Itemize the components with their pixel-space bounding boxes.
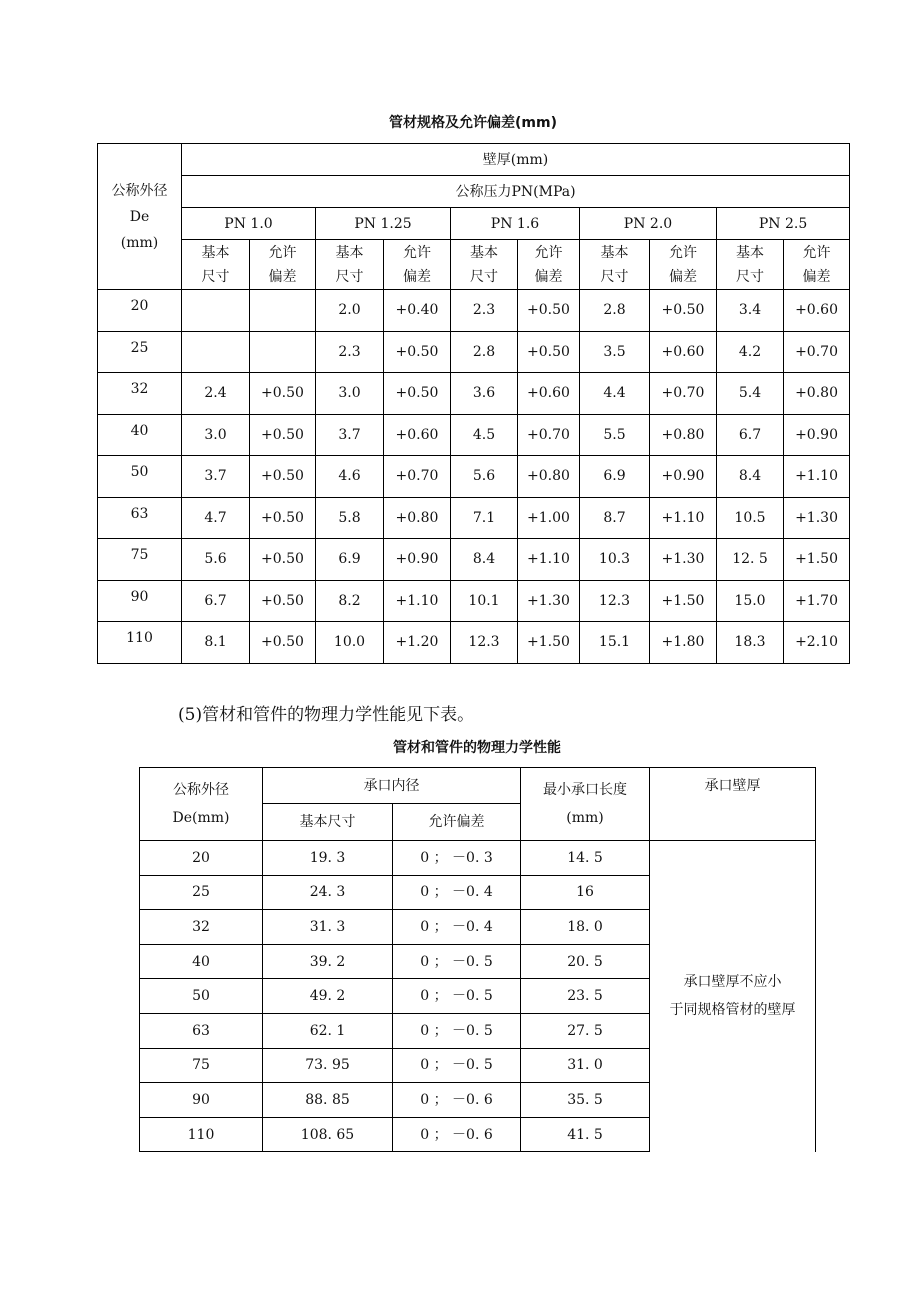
min-length-cell: 41. 5	[521, 1117, 650, 1152]
tolerance-cell: +1.10	[518, 539, 580, 581]
basic-size-cell: 4.6	[316, 456, 384, 498]
tolerance-header: 允许偏差	[393, 804, 521, 841]
nominal-od-cell: 90	[140, 1083, 263, 1118]
nominal-od-cell: 90	[98, 580, 182, 622]
tolerance-cell: +0.80	[518, 456, 580, 498]
min-length-cell: 35. 5	[521, 1083, 650, 1118]
tolerance-cell: +1.20	[384, 622, 451, 664]
tolerance-header: 允许 偏差	[650, 240, 717, 290]
pressure-class-header: PN 2.5	[717, 208, 850, 240]
min-length-cell: 18. 0	[521, 910, 650, 945]
tolerance-cell: +0.50	[250, 622, 316, 664]
table-row	[98, 414, 850, 456]
min-length-cell: 23. 5	[521, 979, 650, 1014]
tolerance-cell	[250, 290, 316, 332]
tolerance-cell: +1.30	[784, 497, 850, 539]
basic-size-cell: 24. 3	[263, 875, 393, 910]
pipe-spec-table	[97, 143, 850, 664]
basic-size-cell: 12.3	[580, 580, 650, 622]
basic-size-cell: 3.0	[182, 414, 250, 456]
wall-thickness-header: 壁厚(mm)	[182, 144, 850, 176]
basic-size-cell: 8.7	[580, 497, 650, 539]
tolerance-cell: +1.80	[650, 622, 717, 664]
basic-size-cell: 6.9	[316, 539, 384, 581]
tolerance-cell: +0.90	[650, 456, 717, 498]
table1-title: 管材规格及允许偏差(mm)	[389, 115, 557, 131]
basic-size-cell	[182, 331, 250, 373]
tolerance-cell: +0.50	[250, 497, 316, 539]
basic-size-cell: 31. 3	[263, 910, 393, 945]
tolerance-cell: +1.50	[784, 539, 850, 581]
tolerance-cell	[250, 331, 316, 373]
basic-size-cell: 4.5	[451, 414, 518, 456]
tolerance-cell: 0 ； －0. 6	[393, 1117, 521, 1152]
min-length-header: 最小承口长度 (mm)	[521, 768, 650, 841]
basic-size-cell: 10.0	[316, 622, 384, 664]
basic-size-cell: 6.9	[580, 456, 650, 498]
nominal-od-cell: 20	[140, 841, 263, 876]
tolerance-cell: +0.50	[518, 331, 580, 373]
nominal-od-cell: 63	[140, 1013, 263, 1048]
nominal-od-cell: 32	[98, 373, 182, 415]
tolerance-cell: +1.10	[650, 497, 717, 539]
tolerance-cell: +0.60	[384, 414, 451, 456]
tolerance-cell: +0.50	[384, 373, 451, 415]
table-row	[98, 456, 850, 498]
basic-size-cell: 8.1	[182, 622, 250, 664]
nominal-od-cell: 50	[98, 456, 182, 498]
tolerance-cell: +1.30	[650, 539, 717, 581]
basic-size-cell: 10.3	[580, 539, 650, 581]
nominal-pressure-header: 公称压力PN(MPa)	[182, 176, 850, 208]
tolerance-cell: +0.50	[650, 290, 717, 332]
basic-size-cell: 3.0	[316, 373, 384, 415]
basic-size-cell: 3.5	[580, 331, 650, 373]
basic-size-cell: 2.0	[316, 290, 384, 332]
basic-size-cell: 2.3	[316, 331, 384, 373]
socket-inner-header: 承口内径	[263, 768, 521, 804]
basic-size-cell: 2.4	[182, 373, 250, 415]
tolerance-cell: +0.50	[250, 414, 316, 456]
basic-size-cell: 5.6	[451, 456, 518, 498]
tolerance-cell: 0 ； －0. 5	[393, 979, 521, 1014]
nominal-od-cell: 63	[98, 497, 182, 539]
tolerance-header: 允许 偏差	[250, 240, 316, 290]
tolerance-cell: 0 ； －0. 4	[393, 910, 521, 945]
min-length-cell: 14. 5	[521, 841, 650, 876]
min-length-cell: 20. 5	[521, 944, 650, 979]
nominal-od-cell: 32	[140, 910, 263, 945]
basic-size-header: 基本 尺寸	[182, 240, 250, 290]
basic-size-cell: 5.6	[182, 539, 250, 581]
tolerance-cell: +1.10	[384, 580, 451, 622]
basic-size-cell: 4.4	[580, 373, 650, 415]
basic-size-cell: 7.1	[451, 497, 518, 539]
table-row	[98, 331, 850, 373]
tolerance-cell: +0.70	[384, 456, 451, 498]
table-row	[98, 580, 850, 622]
tolerance-cell: +0.90	[784, 414, 850, 456]
pressure-class-header: PN 1.6	[451, 208, 580, 240]
basic-size-cell: 15.1	[580, 622, 650, 664]
nominal-od-header: 公称外径 De (mm)	[98, 144, 182, 290]
tolerance-cell: +0.50	[250, 580, 316, 622]
tolerance-cell: +1.30	[518, 580, 580, 622]
tolerance-cell: +0.50	[250, 539, 316, 581]
tolerance-cell: +1.50	[650, 580, 717, 622]
nominal-od-cell: 110	[98, 622, 182, 664]
tolerance-cell: +0.70	[650, 373, 717, 415]
nominal-od-cell: 110	[140, 1117, 263, 1152]
basic-size-cell: 3.7	[182, 456, 250, 498]
min-length-cell: 16	[521, 875, 650, 910]
basic-size-cell: 49. 2	[263, 979, 393, 1014]
tolerance-cell: +0.80	[784, 373, 850, 415]
basic-size-header: 基本 尺寸	[717, 240, 784, 290]
basic-size-cell: 73. 95	[263, 1048, 393, 1083]
nominal-od-cell: 75	[98, 539, 182, 581]
nominal-od-cell: 50	[140, 979, 263, 1014]
tolerance-cell: +0.80	[384, 497, 451, 539]
table-row	[98, 622, 850, 664]
basic-size-cell: 39. 2	[263, 944, 393, 979]
tolerance-cell: +0.90	[384, 539, 451, 581]
basic-size-cell: 4.7	[182, 497, 250, 539]
tolerance-cell: +0.60	[784, 290, 850, 332]
table2-title: 管材和管件的物理力学性能	[393, 740, 561, 756]
basic-size-cell: 8.4	[717, 456, 784, 498]
pressure-class-header: PN 2.0	[580, 208, 717, 240]
pressure-class-header: PN 1.25	[316, 208, 451, 240]
table-row	[98, 497, 850, 539]
tolerance-cell: +2.10	[784, 622, 850, 664]
basic-size-cell: 18.3	[717, 622, 784, 664]
basic-size-header: 基本 尺寸	[580, 240, 650, 290]
tolerance-cell: +0.70	[518, 414, 580, 456]
basic-size-header: 基本尺寸	[263, 804, 393, 841]
basic-size-cell: 3.7	[316, 414, 384, 456]
tolerance-cell: +1.50	[518, 622, 580, 664]
basic-size-header: 基本 尺寸	[316, 240, 384, 290]
basic-size-cell: 5.5	[580, 414, 650, 456]
nominal-od-cell: 25	[98, 331, 182, 373]
tolerance-cell: +0.50	[384, 331, 451, 373]
table-row	[140, 841, 816, 876]
tolerance-cell: +0.60	[650, 331, 717, 373]
tolerance-cell: +1.10	[784, 456, 850, 498]
basic-size-cell: 2.3	[451, 290, 518, 332]
tolerance-cell: 0 ； －0. 4	[393, 875, 521, 910]
basic-size-cell: 5.8	[316, 497, 384, 539]
table-row	[98, 373, 850, 415]
tolerance-header: 允许 偏差	[384, 240, 451, 290]
nominal-od-cell: 20	[98, 290, 182, 332]
basic-size-cell: 15.0	[717, 580, 784, 622]
tolerance-cell: +1.70	[784, 580, 850, 622]
tolerance-header: 允许 偏差	[518, 240, 580, 290]
basic-size-cell: 8.4	[451, 539, 518, 581]
basic-size-cell: 19. 3	[263, 841, 393, 876]
basic-size-cell: 4.2	[717, 331, 784, 373]
basic-size-cell: 12.3	[451, 622, 518, 664]
basic-size-cell: 108. 65	[263, 1117, 393, 1152]
tolerance-cell: +0.50	[518, 290, 580, 332]
socket-wall-note: 承口壁厚不应小 于同规格管材的壁厚	[650, 841, 816, 1152]
tolerance-header: 允许 偏差	[784, 240, 850, 290]
basic-size-header: 基本 尺寸	[451, 240, 518, 290]
basic-size-cell: 6.7	[182, 580, 250, 622]
nominal-od-cell: 75	[140, 1048, 263, 1083]
nominal-od-header: 公称外径 De(mm)	[140, 768, 263, 841]
basic-size-cell: 5.4	[717, 373, 784, 415]
basic-size-cell: 8.2	[316, 580, 384, 622]
basic-size-cell: 3.4	[717, 290, 784, 332]
nominal-od-cell: 25	[140, 875, 263, 910]
pressure-class-header: PN 1.0	[182, 208, 316, 240]
tolerance-cell: +0.50	[250, 373, 316, 415]
basic-size-cell: 2.8	[580, 290, 650, 332]
tolerance-cell: +0.40	[384, 290, 451, 332]
socket-wall-header: 承口壁厚	[650, 768, 816, 841]
basic-size-cell: 3.6	[451, 373, 518, 415]
basic-size-cell: 62. 1	[263, 1013, 393, 1048]
tolerance-cell: 0 ； －0. 5	[393, 1048, 521, 1083]
min-length-cell: 27. 5	[521, 1013, 650, 1048]
tolerance-cell: 0 ； －0. 6	[393, 1083, 521, 1118]
paragraph-text: (5)管材和管件的物理力学性能见下表。	[178, 705, 475, 725]
basic-size-cell: 12. 5	[717, 539, 784, 581]
table-row	[98, 290, 850, 332]
tolerance-cell: 0 ； －0. 5	[393, 1013, 521, 1048]
tolerance-cell: +0.50	[250, 456, 316, 498]
basic-size-cell: 6.7	[717, 414, 784, 456]
tolerance-cell: +0.60	[518, 373, 580, 415]
basic-size-cell: 88. 85	[263, 1083, 393, 1118]
physical-properties-table	[139, 767, 816, 1152]
basic-size-cell	[182, 290, 250, 332]
min-length-cell: 31. 0	[521, 1048, 650, 1083]
basic-size-cell: 10.1	[451, 580, 518, 622]
basic-size-cell: 2.8	[451, 331, 518, 373]
tolerance-cell: 0 ； －0. 3	[393, 841, 521, 876]
tolerance-cell: 0 ； －0. 5	[393, 944, 521, 979]
basic-size-cell: 10.5	[717, 497, 784, 539]
nominal-od-cell: 40	[98, 414, 182, 456]
tolerance-cell: +1.00	[518, 497, 580, 539]
tolerance-cell: +0.80	[650, 414, 717, 456]
tolerance-cell: +0.70	[784, 331, 850, 373]
nominal-od-cell: 40	[140, 944, 263, 979]
table-row	[98, 539, 850, 581]
